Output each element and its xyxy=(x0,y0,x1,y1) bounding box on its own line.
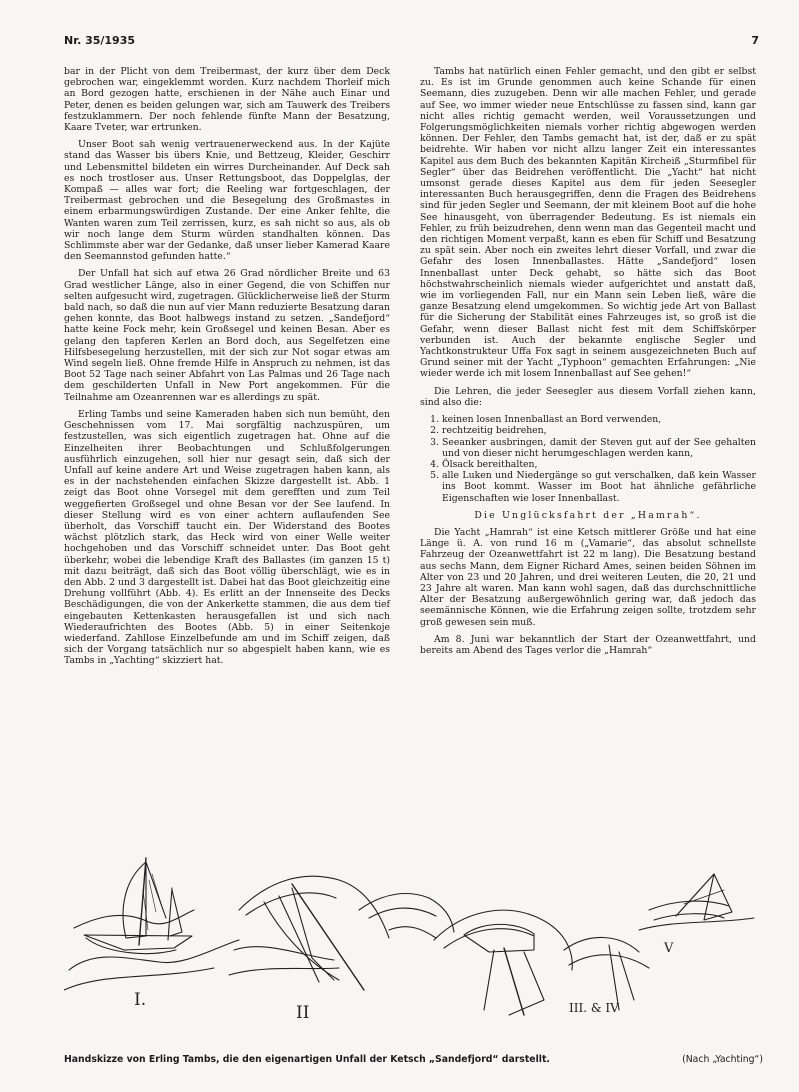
paragraph: Die Yacht „Hamrah“ ist eine Ketsch mittlerer Größe und hat eine Länge ü. A. von rund 16 m („Vamarie“, das absolut schnellste Fahrzeug der Ozeanwettfahrt ist 22 m lang). Die Besatzung bestand aus sechs Mann, dem Eigner Richard Ames, seinen beiden Söhnen im Alter von 23 und 20 Jahren, und drei weiteren Leuten, die 20, 21 und 23 Jahre alt waren. Man kann wohl sagen, daß das durchschnittliche Alter der Besatzung außergewöhnlich gering war, daß jedoch das seemännische Können, wie die Erfahrung zeigen sollte, trotzdem sehr groß gewesen sein muß. xyxy=(420,526,756,628)
paragraph: Erling Tambs und seine Kameraden haben sich nun bemüht, den Geschehnissen vom 17. Mai sorgfältig nachzuspüren, um festzustellen, was sich eigentlich zugetragen hat. Ohne auf die Einzelheiten ihrer Beobachtungen und Schlußfolgerungen ausführlich einzugehen, soll hier nur gesagt sein, daß sich der Unfall auf keine andere Art und Weise zugetragen haben kann, als es in der nachstehenden einfachen Skizze dargestellt ist. Abb. 1 zeigt das Boot ohne Vorsegel mit dem gerefften und zum Teil weggefierten Großsegel und ohne Besan vor der See laufend. In dieser Stellung wird es von einer achtern auflaufenden See überholt, das Vorschiff taucht ein. Der Widerstand des Bootes wächst plötzlich stark, das Heck wird von einer Welle weiter hochgehoben und das Vorschiff schneidet unter. Das Boot geht überkehr, wobei die lebendige Kraft des Ballastes (im ganzen 15 t) mit dazu beiträgt, daß sich das Boot völlig überschlägt, wie es in den Abb. 2 und 3 dargestellt ist. Dabei hat das Boot gleichzeitig eine Drehung vollführt (Abb. 4). Es erlitt an der Innenseite des Decks Beschädigungen, die von der Ankerkette stammen, die aus dem tief eingebauten Kettenkasten herausgefallen ist und sich nach Wiederaufrichten des Bootes (Abb. 5) in einer Seitenkoje wiederfand. Zahllose Einzelbefunde am und im Schiff zeigen, daß sich der Vorgang tatsächlich nur so abgespielt haben kann, wie es Tambs in „Yachting“ skizziert hat. xyxy=(64,408,390,667)
capsize-sketch xyxy=(64,840,774,1040)
sketch-label: II xyxy=(296,1003,310,1023)
lessons-list xyxy=(420,414,756,504)
page-number: 7 xyxy=(751,34,759,47)
list-item: 5. alle Luken und Niedergänge so gut verschalken, daß kein Wasser ins Boot kommt. Wasser im Boot hat ähnliche gefährliche Eigenschaften wie loser Innenballast. xyxy=(442,470,756,504)
list-item: 3. Seeanker ausbringen, damit der Steven gut auf der See gehalten und von dieser nicht herumgeschlagen werden kann, xyxy=(442,437,756,459)
figure-caption xyxy=(64,1054,763,1070)
paragraph: Tambs hat natürlich einen Fehler gemacht, und den gibt er selbst zu. Es ist im Grunde genommen auch keine Schande für einen Seemann, dies zuzugeben. Denn wir alle machen Fehler, und gerade auf See, wo immer wieder neue Entschlüsse zu fassen sind, kann gar nicht alles richtig gemacht werden, weil Voraussetzungen und Folgerungsmöglichkeiten niemals vorher richtig abgewogen werden können. Der Fehler, den Tambs gemacht hat, ist der, daß er zu spät beidrehte. Wir haben vor nicht allzu langer Zeit ein interessantes Kapitel aus dem Buch des bekannten Kapitän Kircheiß „Sturmfibel für Segler“ über das Beidrehen veröffentlicht. Die „Yacht“ hat nicht umsonst gerade dieses Kapitel aus dem für jeden Seesegler interessanten Buch herausgegriffen, denn die Fragen des Beidrehens sind für jeden Segler und Seemann, der mit kleinem Boot auf die hohe See hinausgeht, von überragender Bedeutung. Es ist niemals ein Fehler, zu früh beizudrehen, denn wenn man das Gegenteil macht und den richtigen Moment verpaßt, kann es eben für Schiff und Besatzung zu spät sein. Aber noch ein zweites lehrt dieser Vorfall, und zwar die Gefahr des losen Innenballastes. Hätte „Sandefjord“ losen Innenballast unter Deck gehabt, so hätte sich das Boot höchstwahrscheinlich niemals wieder aufgerichtet und anstatt daß, wie im vorliegenden Fall, nur ein Mann sein Leben ließ, wäre die ganze Besatzung elend umgekommen. So wichtig jede Art von Ballast für die Sicherung der Stabilität eines Fahrzeuges ist, so groß ist die Gefahr, wenn dieser Ballast nicht fest mit dem Schiffskörper verbunden ist. Auch der bekannte englische Segler und Yachtkonstrukteur Uffa Fox sagt in seinem ausgezeichneten Buch auf Grund seiner mit der Yacht „Typhoon“ gemachten Erfahrungen: „Nie wieder werde ich mit losem Innenballast auf See gehen!“ xyxy=(420,66,756,380)
list-item: 4. Ölsack bereithalten, xyxy=(442,459,756,470)
left-column xyxy=(64,66,390,673)
sketch-label: V xyxy=(664,941,674,956)
section-heading: Die Unglücksfahrt der „Hamrah“. xyxy=(474,509,702,521)
sketch-stage-1 xyxy=(64,858,239,1010)
right-column xyxy=(420,66,756,662)
paragraph: Unser Boot sah wenig vertrauenerweckend aus. In der Kajüte stand das Wasser bis übers Knie, und Bettzeug, Kleider, Geschirr und Lebensmittel bildeten ein wirres Durcheinander. Auf Deck sah es noch trostloser aus. Unser Rettungsboot, das Doppelglas, der Kompaß — alles war fort; die Reeling war fortgeschlagen, der Treibermast gebrochen und die Besegelung des Großmastes in einem erbarmungswürdigen Zustande. Der eine Anker fehlte, die Wanten waren zum Teil zerrissen, kurz, es sah nicht so aus, als ob wir noch lange dem Sturm würden standhalten können. Das Schlimmste aber war der Gedanke, daß unser lieber Kamerad Kaare den Seemannstod gefunden hatte.“ xyxy=(64,139,390,263)
list-item: 2. rechtzeitig beidrehen, xyxy=(442,425,756,436)
caption-source: (Nach „Yachting“) xyxy=(682,1054,763,1065)
sketch-label: III. & IV xyxy=(569,1001,619,1015)
paragraph: Die Lehren, die jeder Seesegler aus diesem Vorfall ziehen kann, sind also die: xyxy=(420,385,756,408)
list-item: 1. keinen losen Innenballast an Bord verwenden, xyxy=(442,414,756,425)
caption-text: Handskizze von Erling Tambs, die den eigenartigen Unfall der Ketsch „Sandefjord“ darstellt. xyxy=(64,1054,550,1065)
page-header xyxy=(64,34,759,52)
sketch-wave xyxy=(359,894,454,938)
issue-number: Nr. 35/1935 xyxy=(64,34,136,47)
paragraph: Am 8. Juni war bekanntlich der Start der Ozeanwettfahrt, und bereits am Abend des Tages verlor die „Hamrah“ xyxy=(420,633,756,656)
sketch-label: I. xyxy=(134,990,147,1010)
paragraph: bar in der Plicht von dem Treibermast, der kurz über dem Deck gebrochen war, eingeklemmt worden. Kurz nachdem Thorleif mich an Bord gezogen hatte, erschienen in der Nähe auch Einar und Peter, denen es beiden gelungen war, sich am Tauwerk des Treibers festzuklammern. Der noch fehlende fünfte Mann der Besatzung, Kaare Tveter, war ertrunken. xyxy=(64,66,390,134)
sketch-stage-3-4 xyxy=(434,910,649,1015)
paragraph: Der Unfall hat sich auf etwa 26 Grad nördlicher Breite und 63 Grad westlicher Länge, also in einer Gegend, die von Schiffen nur selten aufgesucht wird, zugetragen. Glücklicherweise ließ der Sturm bald nach, so daß die nun auf vier Mann reduzierte Besatzung daran gehen konnte, das Boot halbwegs instand zu setzen. „Sandefjord“ hatte keine Fock mehr, kein Großsegel und keinen Besan. Aber es gelang den tapferen Kerlen an Bord doch, aus Segelfetzen eine Hilfsbesegelung herzustellen, mit der sich zur Not sogar etwas am Wind segeln ließ. Ohne fremde Hilfe in Anspruch zu nehmen, ist das Boot 52 Tage nach seiner Abfahrt von Las Palmas und 26 Tage nach dem geschilderten Unfall in New Port angekommen. Für die Teilnahme am Ozeanrennen war es allerdings zu spät. xyxy=(64,268,390,403)
sketch-stage-2 xyxy=(229,876,389,1023)
sketch-stage-5 xyxy=(639,874,754,956)
